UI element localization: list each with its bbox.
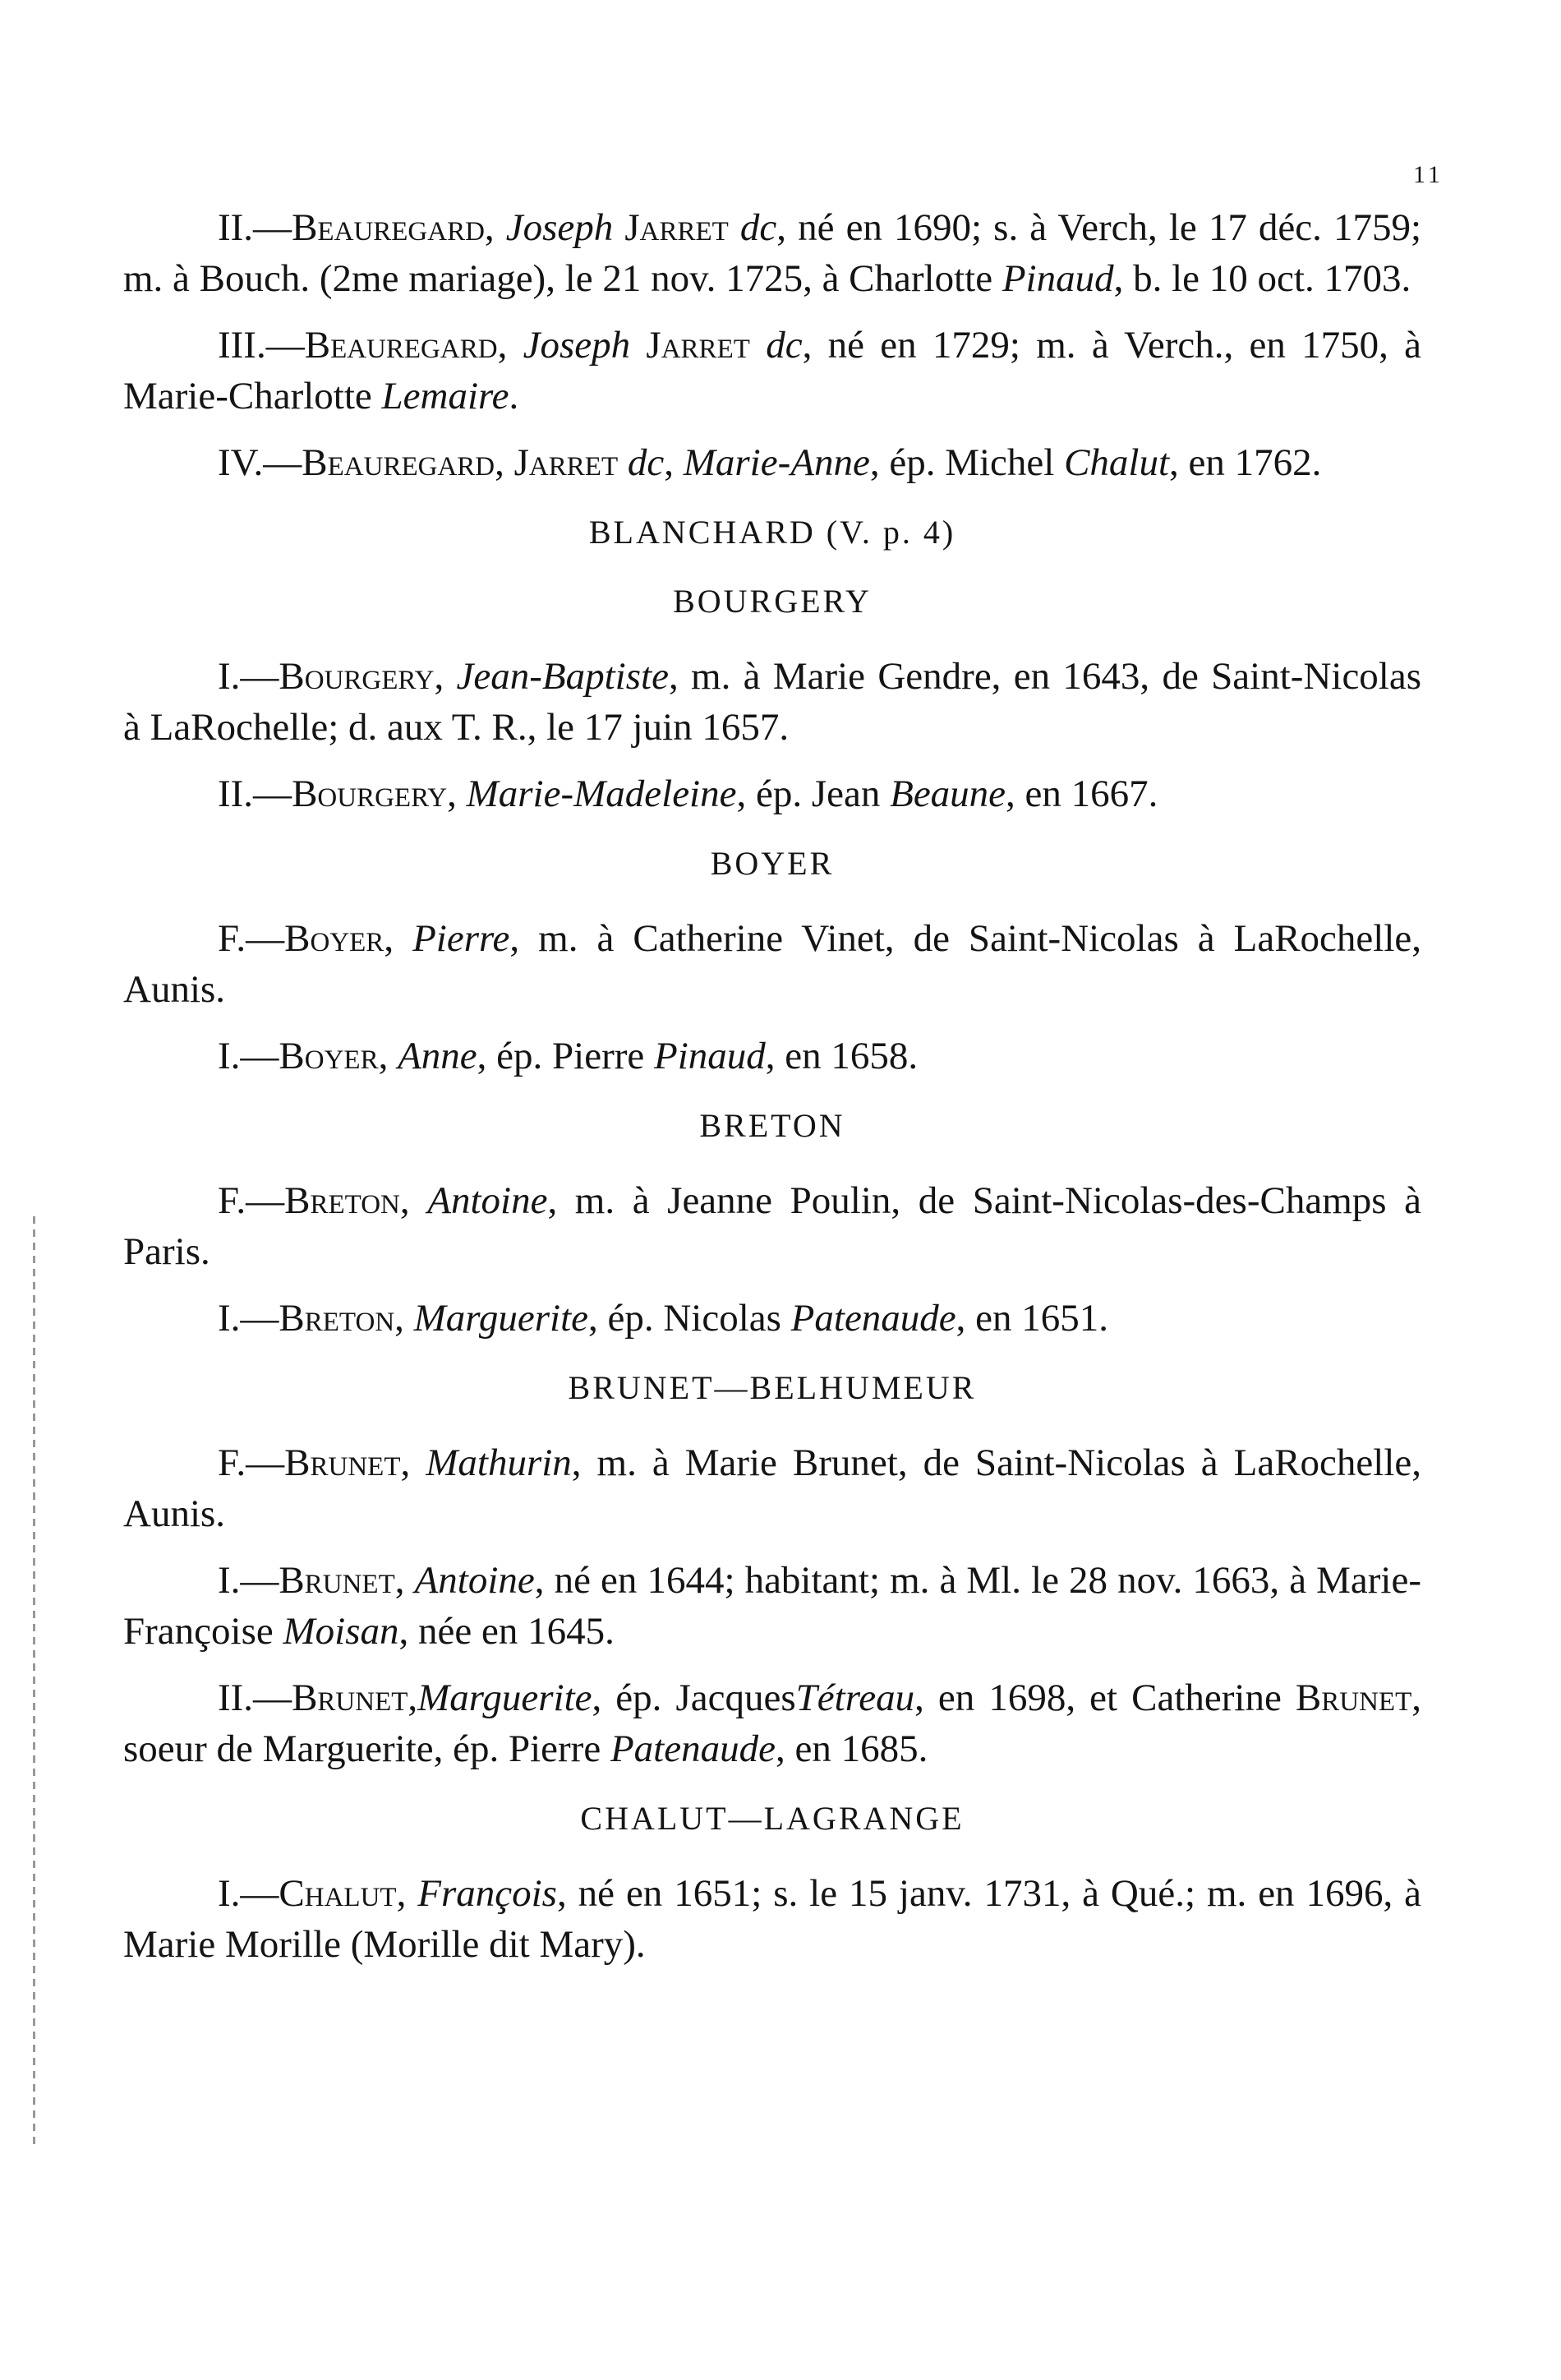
entry-text: , ép. Michel [869, 441, 1065, 484]
entry-text: , en 1762. [1169, 441, 1322, 484]
entry-text: , [434, 655, 457, 698]
given-name: Jean-Baptiste [456, 655, 669, 698]
family-heading: BOURGERY [673, 583, 872, 620]
entry-text: , [447, 773, 467, 815]
family-heading: CHALUT—LAGRANGE [580, 1800, 965, 1837]
given-name: Antoine [414, 1559, 535, 1602]
family-heading: BLANCHARD (V. p. 4) [588, 514, 956, 551]
surname: Bourgery [292, 773, 448, 815]
family-heading: BRUNET—BELHUMEUR [568, 1369, 977, 1406]
entry-text: , ép. Jean [736, 773, 891, 815]
entry-text: , [484, 206, 506, 249]
page-body [123, 202, 1421, 1986]
entry-text: , né en 1690; s. à Verch, le 17 déc. 1759; m. à Bouch. (2me mariage), le 21 nov. 1725, à Charlotte [123, 206, 1422, 300]
entry-text: , [400, 1441, 426, 1484]
entry-text: , b. le 10 oct. 1703. [1113, 257, 1411, 300]
given-name: Marguerite [413, 1297, 588, 1340]
genealogy-entry [123, 1672, 1421, 1774]
entry-text: , ép. Jacques [592, 1677, 796, 1719]
genealogy-entry [123, 651, 1421, 753]
family-heading: BRETON [699, 1107, 845, 1144]
entry-text [613, 206, 624, 249]
entry-text: , [495, 441, 514, 484]
surname: Beauregard [302, 441, 495, 484]
given-name: Joseph [523, 324, 631, 367]
entry-text [630, 324, 646, 367]
entry-text: I.— [218, 1872, 279, 1915]
entry-text: , [394, 1559, 415, 1602]
given-name: Mathurin [426, 1441, 572, 1484]
genealogy-entry [123, 1868, 1421, 1970]
given-name: Anne [398, 1035, 477, 1077]
genealogy-entry [123, 320, 1421, 422]
genealogy-entry [123, 437, 1421, 488]
surname: Bourgery [279, 655, 435, 698]
entry-text: , [378, 1035, 398, 1077]
entry-text: , en 1667. [1006, 773, 1158, 815]
genealogy-entry [123, 768, 1421, 819]
given-name: dc [627, 441, 665, 484]
entry-text: , [396, 1872, 418, 1915]
surname: Brunet [279, 1559, 395, 1602]
margin-binding-marks [33, 1216, 35, 2145]
entry-text: , née en 1645. [398, 1610, 615, 1653]
entry-text: , en 1685. [775, 1727, 928, 1770]
given-name: Pinaud [1002, 257, 1114, 300]
genealogy-entry [123, 1175, 1421, 1277]
given-name: Patenaude [610, 1727, 776, 1770]
given-name: dc [766, 324, 803, 367]
entry-text: , [399, 1179, 428, 1222]
surname: Jarret [513, 441, 619, 484]
entry-text: III.— [218, 324, 305, 367]
entry-text: , en 1698, et Catherine [914, 1677, 1296, 1719]
entry-text: II.— [218, 206, 292, 249]
entry-text [729, 206, 740, 249]
entry-text: , [394, 1297, 414, 1340]
surname: Beauregard [292, 206, 485, 249]
entry-text: , m. à Marie Brunet, de Saint-Nicolas à LaRochelle, Aunis. [123, 1441, 1421, 1535]
given-name: Pierre [412, 917, 510, 960]
entry-text: , m. à Catherine Vinet, de Saint-Nicolas à LaRochelle, Aunis. [123, 917, 1422, 1011]
given-name: Joseph [505, 206, 614, 249]
genealogy-entry [123, 202, 1421, 304]
given-name: Marie-Anne [683, 441, 870, 484]
genealogy-entry [123, 913, 1421, 1015]
surname: Jarret [624, 206, 729, 249]
surname: Chalut [279, 1872, 397, 1915]
family-heading: BOYER [710, 845, 835, 882]
entry-text [750, 324, 766, 367]
entry-text: , soeur de Marguerite, ép. Pierre [123, 1677, 1421, 1770]
given-name: Patenaude [790, 1297, 956, 1340]
entry-text: , né en 1729; m. à Verch., en 1750, à Marie-Charlotte [123, 324, 1422, 417]
entry-text: , né en 1651; s. le 15 janv. 1731, à Qué.; m. en 1696, à Marie Morille (Morille dit Mary). [123, 1872, 1422, 1966]
entry-text: , en 1658. [765, 1035, 919, 1077]
genealogy-entry [123, 1293, 1421, 1344]
surname: Jarret [646, 324, 750, 367]
entry-text: , [408, 1677, 418, 1719]
given-name: dc [739, 206, 777, 249]
surname: Brunet [292, 1677, 408, 1719]
surname: Brunet [1295, 1677, 1412, 1719]
entry-text: I.— [218, 1035, 279, 1077]
entry-text: , né en 1644; habitant; m. à Ml. le 28 nov. 1663, à Marie-Françoise [123, 1559, 1422, 1653]
entry-text: , ép. Pierre [477, 1035, 655, 1077]
surname: Breton [284, 1179, 400, 1222]
given-name: Chalut [1064, 441, 1170, 484]
given-name: Moisan [283, 1610, 399, 1653]
entry-text: I.— [218, 655, 279, 698]
entry-text: I.— [218, 1559, 279, 1602]
surname: Boyer [279, 1035, 379, 1077]
genealogy-entry [123, 1555, 1421, 1657]
given-name: François [417, 1872, 557, 1915]
given-name: Antoine [427, 1179, 548, 1222]
entry-text: , m. à Jeanne Poulin, de Saint-Nicolas-des-Champs à Paris. [123, 1179, 1422, 1273]
entry-text: F.— [218, 917, 285, 960]
surname: Beauregard [304, 324, 498, 367]
page-number: 11 [1413, 161, 1444, 188]
entry-text: , [497, 324, 523, 367]
genealogy-entry [123, 1031, 1421, 1082]
given-name: Marguerite [417, 1677, 592, 1719]
entry-text: , en 1651. [955, 1297, 1109, 1340]
entry-text [618, 441, 628, 484]
surname: Boyer [284, 917, 384, 960]
entry-text: . [509, 375, 519, 417]
given-name: Beaune [890, 773, 1006, 815]
entry-text: , m. à Marie Gendre, en 1643, de Saint-Nicolas à LaRochelle; d. aux T. R., le 17 juin 1657. [123, 655, 1422, 749]
entry-text: F.— [218, 1441, 285, 1484]
given-name: Tétreau [795, 1677, 915, 1719]
genealogy-entry [123, 1437, 1421, 1539]
entry-text: , [664, 441, 684, 484]
entry-text: I.— [218, 1297, 279, 1340]
given-name: Marie-Madeleine [466, 773, 737, 815]
given-name: Lemaire [381, 375, 509, 417]
given-name: Pinaud [654, 1035, 766, 1077]
entry-text: IV.— [218, 441, 302, 484]
entry-text: II.— [218, 773, 292, 815]
entry-text: , ép. Nicolas [587, 1297, 791, 1340]
surname: Breton [279, 1297, 395, 1340]
entry-text: II.— [218, 1677, 292, 1719]
surname: Brunet [284, 1441, 401, 1484]
entry-text: , [384, 917, 413, 960]
entry-text: F.— [218, 1179, 285, 1222]
